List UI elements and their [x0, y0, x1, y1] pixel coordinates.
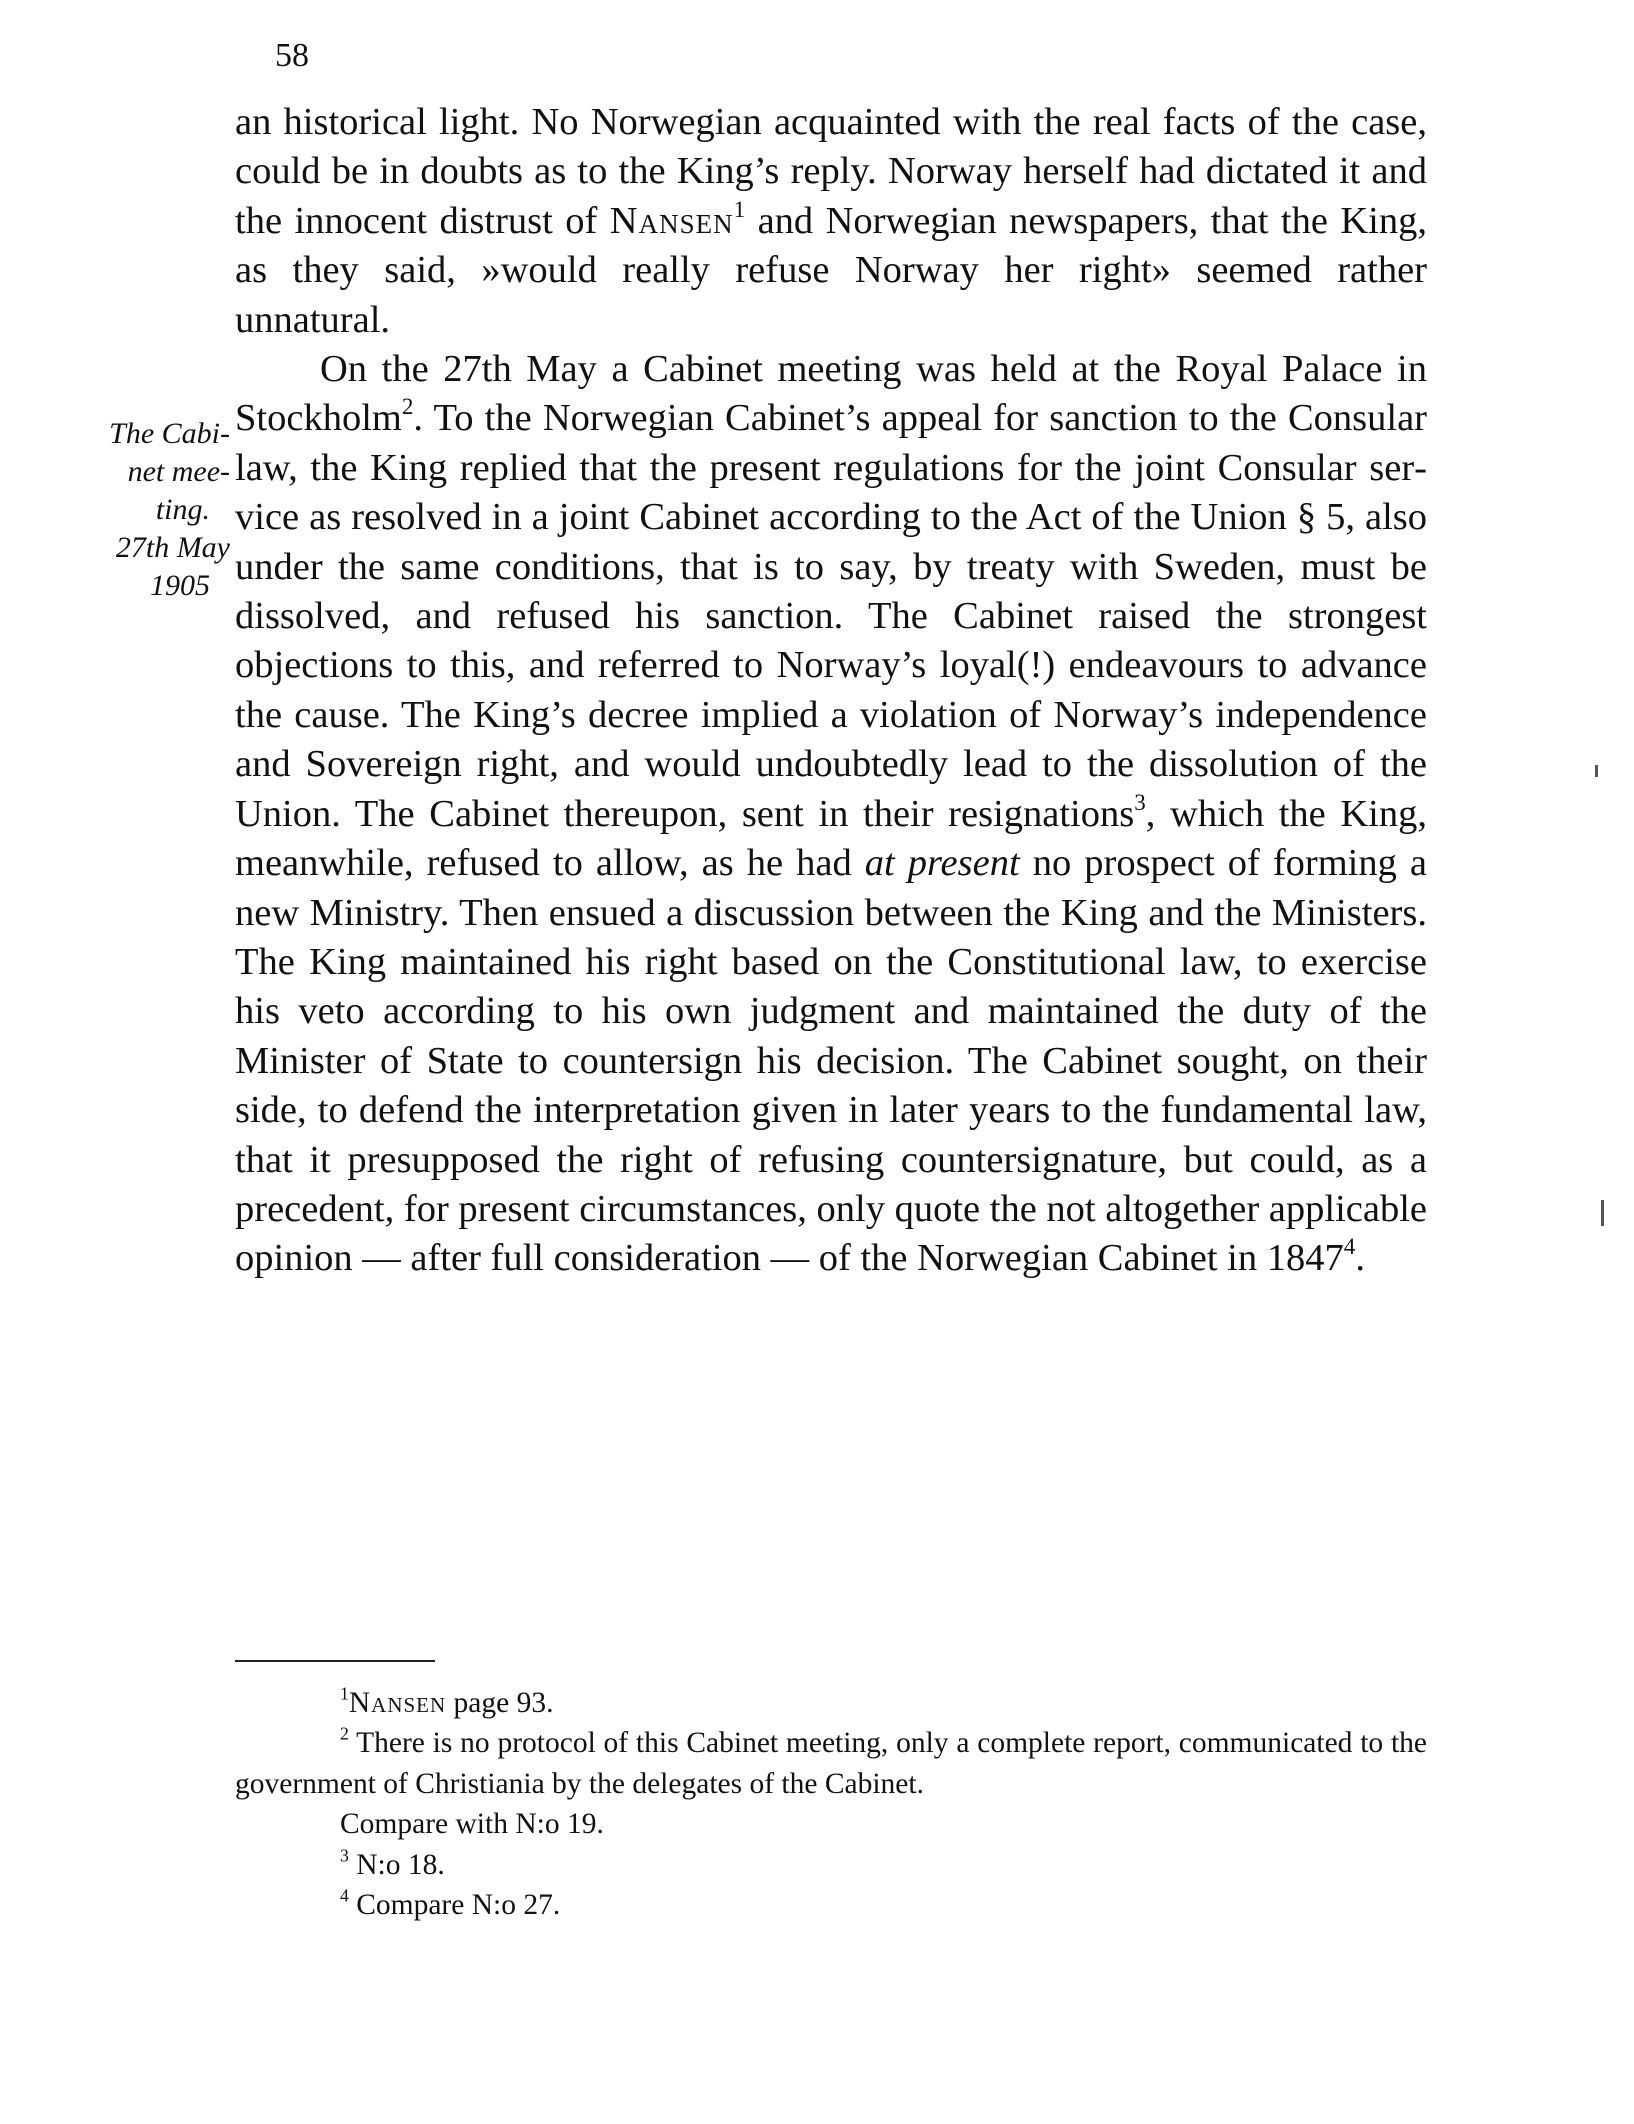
footnote-3: $^3$ N:o 18. [340, 1845, 445, 1881]
footnote-2-compare: Compare with N:o 19. [340, 1808, 604, 1841]
footnote-ref-3: 3 [1134, 788, 1146, 815]
margin-note-line: net mee- [127, 455, 230, 488]
emphasis-at-present: at present [864, 842, 1020, 885]
page-number: 58 [275, 37, 309, 74]
footnote-1: $^1$Nansen page 93. [340, 1683, 554, 1719]
margin-note-line: 1905 [150, 569, 210, 602]
stray-mark [1601, 1200, 1604, 1226]
margin-note [70, 415, 230, 605]
footnotes [235, 1683, 1427, 1925]
margin-note-line: ting. [155, 493, 210, 526]
margin-note-line: 27th May [115, 531, 230, 564]
footnote-4: $^4$ Compare N:o 27. [340, 1885, 561, 1922]
footnote-ref-4: 4 [1343, 1233, 1356, 1260]
footnote-ref-2: 2 [401, 393, 414, 420]
footnote-2: $^2$ There is no protocol of this Cabinet meeting, only a complete report, communicated to the government of Christiania by the delegates of the Cabinet. [235, 1724, 1427, 1800]
margin-note-line: The Cabi- [109, 417, 230, 450]
footnote-ref-1: 1 [733, 195, 746, 222]
stray-mark [1595, 765, 1598, 777]
main-text [235, 98, 1427, 1284]
footnote-divider [235, 1660, 435, 1662]
author-nansen: Nansen [609, 199, 734, 242]
paragraph-continued: an historical light. No Norwegian acquainted with the real facts of the case, could be in doubts as to the King’s reply. Norway herself had dictated it and the innocent distrust of Nansen$^1$ and Norwegian newspapers, that the King, as they said, »would really refuse Norway her right» seemed rather unnatural. [235, 101, 1427, 341]
paragraph-cabinet-meeting: On the 27th May a Cabinet meeting was held at the Royal Palace in Stockholm$^2$. To the Norwegian Cabinet’s appeal for sanction to the Consular law, the King replied that the present regulations for the joint Consular service as resolved in a joint Cabinet according to the Act of the Union § 5, also under the same conditions, that is to say, by treaty with Sweden, must be dissolved, and refused his sanction. The Cabinet raised the strongest objections to this, and referred to Norway’s loyal(!) endeavours to advance the cause. The King’s decree implied a violation of Norway’s independence and Sovereign right, and would undoubtedly lead to the dissolution of the Union. The Cabinet thereupon, sent in their resignations$^3$, which the King, meanwhile, refused to allow, as he had at present no prospect of forming a new Ministry. Then ensued a discussion between the King and the Ministers. The King maintained his right based on the Constitutional law, to exercise his veto according to his own judgment and maintained the duty of the Minister of State to countersign his decision. The Cabinet sought, on their side, to defend the interpretation given in later years to the fundamental law, that it presupposed the right of refusing countersignature, but could, as a precedent, for present circumstances, only quote the not altogether applicable opinion — after full consideration — of the Norwegian Cabinet in 1847$^4$. [235, 348, 1428, 1280]
